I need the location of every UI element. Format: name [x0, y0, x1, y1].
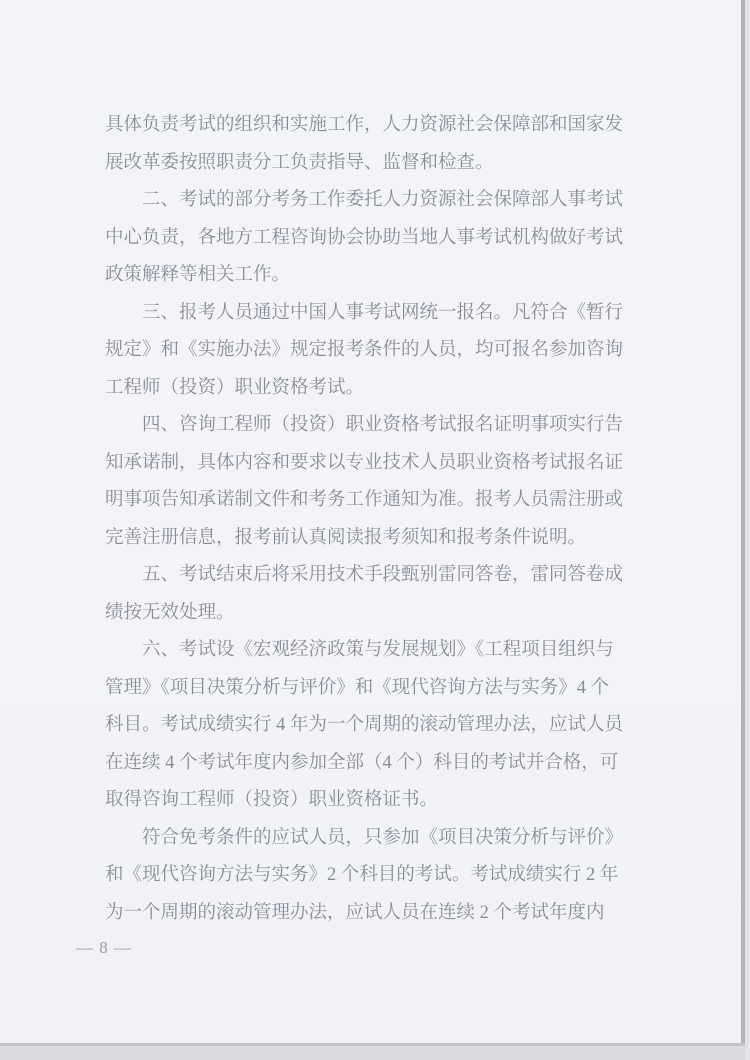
text-line: 知承诺制，具体内容和要求以专业技术人员职业资格考试报名证 [105, 452, 624, 473]
text-line: 在连续 4 个考试年度内参加全部（4 个）科目的考试并合格，可 [105, 752, 619, 773]
scanner-background-bottom [0, 1046, 745, 1060]
text-line: 政策解释等相关工作。 [105, 265, 291, 285]
text-line: 和《现代咨询方法与实务》2 个科目的考试。考试成绩实行 2 年 [105, 865, 619, 885]
document-body [105, 107, 635, 932]
text-line: 符合免考条件的应试人员，只参加《项目决策分析与评价》 [105, 827, 624, 848]
text-line: 四、咨询工程师（投资）职业资格考试报名证明事项实行告 [105, 415, 624, 435]
text-line: 科目。考试成绩实行 4 年为一个周期的滚动管理办法，应试人员 [105, 715, 624, 735]
text-line: 规定》和《实施办法》规定报考条件的人员，均可报名参加咨询 [105, 340, 624, 360]
text-line: 为一个周期的滚动管理办法，应试人员在连续 2 个考试年度内 [105, 902, 605, 923]
text-line: 中心负责，各地方工程咨询协会协助当地人事考试机构做好考试 [105, 227, 624, 248]
scanner-background-right [745, 0, 750, 1060]
text-line: 二、考试的部分考务工作委托人力资源社会保障部人事考试 [105, 190, 624, 210]
text-line: 取得咨询工程师（投资）职业资格证书。 [105, 790, 439, 810]
text-line: 绩按无效处理。 [105, 602, 235, 623]
text-line: 展改革委按照职责分工负责指导、监督和检查。 [105, 152, 494, 173]
text-line: 完善注册信息，报考前认真阅读报考须知和报考条件说明。 [105, 527, 587, 548]
text-line: 明事项告知承诺制文件和考务工作通知为准。报考人员需注册或 [105, 490, 624, 510]
text-line: 具体负责考试的组织和实施工作，人力资源社会保障部和国家发 [105, 115, 624, 135]
text-line: 管理》《项目决策分析与评价》和《现代咨询方法与实务》4 个 [105, 677, 610, 698]
text-line: 三、报考人员通过中国人事考试网统一报名。凡符合《暂行 [105, 302, 624, 323]
text-line: 工程师（投资）职业资格考试。 [105, 377, 365, 398]
text-line: 六、考试设《宏观经济政策与发展规划》《工程项目组织与 [105, 640, 614, 660]
text-line: 五、考试结束后将采用技术手段甄别雷同答卷，雷同答卷成 [105, 565, 624, 585]
page-number: — 8 — [76, 938, 132, 957]
